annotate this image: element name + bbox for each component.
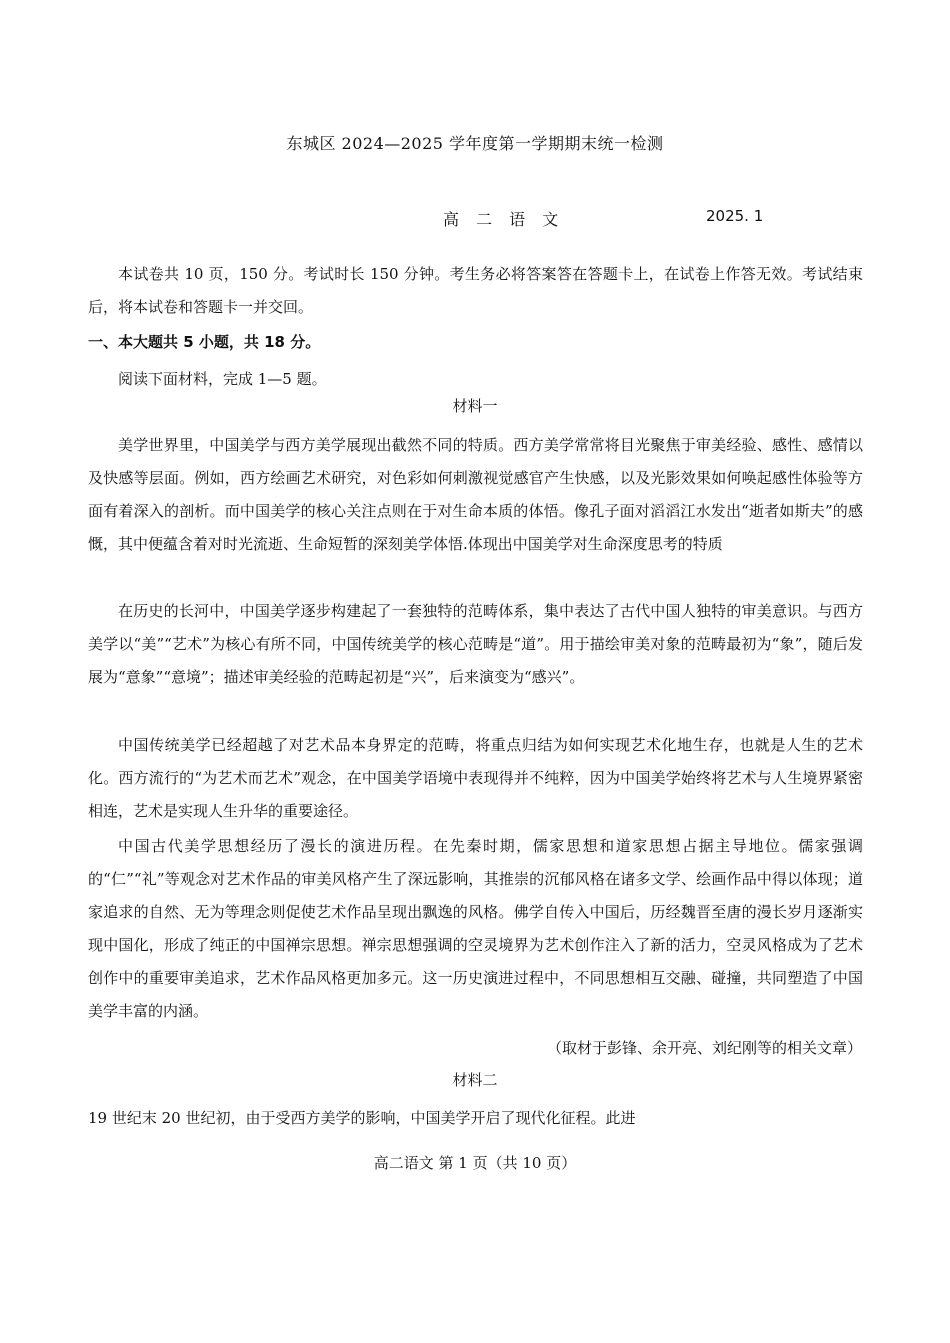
material-one-paragraph: 在历史的长河中，中国美学逐步构建起了一套独特的范畴体系，集中表达了古代中国人独特的审美意识。与西方美学以“美”“艺术”为核心有所不同，中国传统美学的核心范畴是“道”。用于描绘审美对象的范畴最初为“象”，随后发展为“意象”“意境”；描述审美经验的范畴起初是“兴”，后来演变为“感兴”。	[88, 602, 863, 686]
exam-instructions: 本试卷共 10 页，150 分。考试时长 150 分钟。考生务必将答案答在答题卡上，在试卷上作答无效。考试结束后，将本试卷和答题卡一并交回。	[88, 265, 863, 316]
material-two-paragraph: 19 世纪末 20 世纪初，由于受西方美学的影响，中国美学开启了现代化征程。此进	[88, 1109, 636, 1127]
page-footer: 高二语文 第 1 页（共 10 页）	[373, 1154, 577, 1172]
exam-date: 2025. 1	[706, 207, 764, 225]
exam-title: 东城区 2024—2025 学年度第一学期期末统一检测	[286, 134, 664, 153]
section-heading: 一、本大题共 5 小题，共 18 分。	[88, 333, 321, 351]
source-citation: （取材于彭锋、余开亮、刘纪刚等的相关文章）	[546, 1039, 862, 1057]
material-two-title: 材料二	[452, 1071, 498, 1089]
material-one-paragraph: 美学世界里，中国美学与西方美学展现出截然不同的特质。西方美学常常将目光聚焦于审美经验、感性、感情以及快感等层面。例如，西方绘画艺术研究，对色彩如何刺激视觉感官产生快感，以及光影效果如何唤起感性体验等方面有着深入的剖析。而中国美学的核心关注点则在于对生命本质的体悟。像孔子面对滔滔江水发出“逝者如斯夫”的感慨，其中便蕴含着对时光流逝、生命短暂的深刻美学体悟.体现出中国美学对生命深度思考的特质	[88, 436, 863, 553]
material-one-paragraph: 中国古代美学思想经历了漫长的演进历程。在先秦时期，儒家思想和道家思想占据主导地位。儒家强调的“仁”“礼”等观念对艺术作品的审美风格产生了深远影响，其推崇的沉郁风格在诸多文学、绘画作品中得以体现；道家追求的自然、无为等理念则促使艺术作品呈现出飘逸的风格。佛学自传入中国后，历经魏晋至唐的漫长岁月逐渐实现中国化，形成了纯正的中国禅宗思想。禅宗思想强调的空灵境界为艺术创作注入了新的活力，空灵风格成为了艺术创作中的重要审美追求，艺术作品风格更加多元。这一历史演进过程中，不同思想相互交融、碰撞，共同塑造了中国美学丰富的内涵。	[88, 837, 863, 1020]
reading-instruction: 阅读下面材料，完成 1—5 题。	[118, 370, 327, 388]
material-one-paragraph: 中国传统美学已经超越了对艺术品本身界定的范畴，将重点归结为如何实现艺术化地生存，也就是人生的艺术化。西方流行的“为艺术而艺术”观念，在中国美学语境中表现得并不纯粹，因为中国美学始终将艺术与人生境界紧密相连，艺术是实现人生升华的重要途径。	[88, 736, 863, 820]
material-one-title: 材料一	[452, 397, 498, 415]
subject-label: 高 二 语 文	[443, 210, 565, 229]
